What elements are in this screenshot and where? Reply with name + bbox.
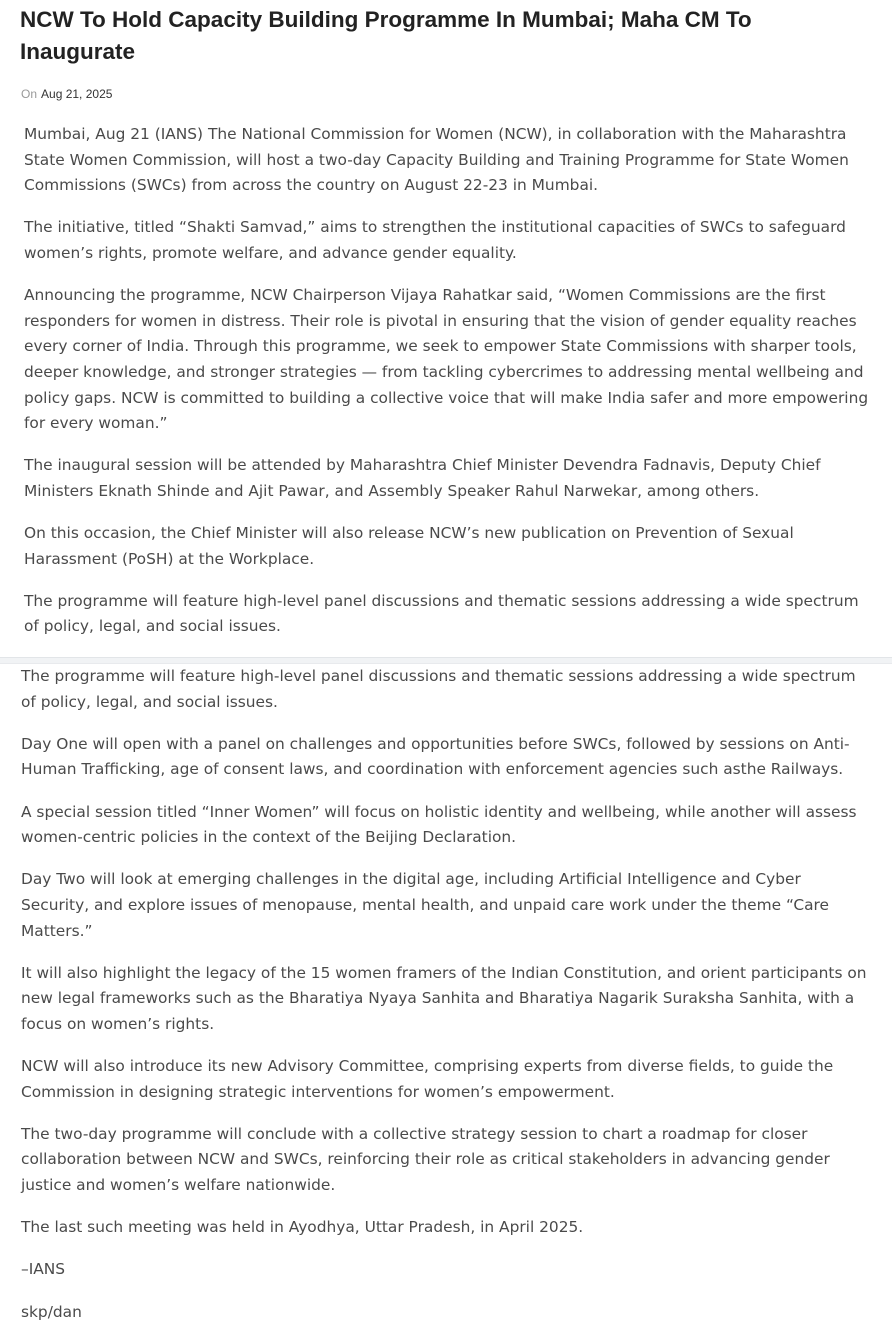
body-paragraph: Mumbai, Aug 21 (IANS) The National Commission for Women (NCW), in collaboration with the Maharashtra State Women Commission, will host a two-day Capacity Building and Training Programme for State Women Commissions (SWCs) from across the country on August 22-23 in Mumbai. [24, 125, 849, 195]
article-meta [21, 86, 112, 102]
body-paragraph: The initiative, titled “Shakti Samvad,” aims to strengthen the institutional capacities of SWCs to safeguard women’s rights, promote welfare, and advance gender equality. [24, 218, 846, 262]
body-paragraph: The programme will feature high-level panel discussions and thematic sessions addressing a wide spectrum of policy, legal, and social issues. [21, 667, 856, 711]
publish-date[interactable]: Aug 21, 2025 [41, 87, 113, 101]
body-paragraph: Announcing the programme, NCW Chairperson Vijaya Rahatkar said, “Women Commissions are the first responders for women in distress. Their role is pivotal in ensuring that the vision of gender equality reaches every corner of India. Through this programme, we seek to empower State Commissions with sharper tools, deeper knowledge, and stronger strategies — from tackling cybercrimes to addressing mental wellbeing and policy gaps. NCW is committed to building a collective voice that will make India safer and more empowering for every woman.” [24, 286, 869, 433]
body-paragraph: Day One will open with a panel on challenges and opportunities before SWCs, followed by sessions on Anti-Human Trafficking, age of consent laws, and coordination with enforcement agencies such asthe Railways. [21, 734, 850, 779]
article-title: NCW To Hold Capacity Building Programme In Mumbai; Maha CM To Inaugurate [20, 7, 752, 64]
byline-agency: –IANS [21, 1260, 66, 1279]
body-paragraph: The two-day programme will conclude with a collective strategy session to chart a roadmap for closer collaboration between NCW and SWCs, reinforcing their role as critical stakeholders in advancing gender justice and women’s welfare nationwide. [21, 1124, 830, 1195]
section-divider [0, 657, 892, 664]
body-paragraph: A special session titled “Inner Women” will focus on holistic identity and wellbeing, while another will assess women-centric policies in the context of the Beijing Declaration. [21, 802, 857, 847]
body-paragraph: The inaugural session will be attended by Maharashtra Chief Minister Devendra Fadnavis, Deputy Chief Ministers Eknath Shinde and Ajit Pawar, and Assembly Speaker Rahul Narwekar, among others. [24, 456, 821, 500]
editor-initials: skp/dan [21, 1302, 82, 1321]
body-paragraph: The programme will feature high-level panel discussions and thematic sessions addressing a wide spectrum of policy, legal, and social issues. [24, 591, 859, 636]
body-paragraph: Day Two will look at emerging challenges in the digital age, including Artificial Intelligence and Cyber Security, and explore issues of menopause, mental health, and unpaid care work under the theme “Care Matters.” [21, 870, 829, 940]
article-body-lower [0, 664, 892, 1324]
article-body-upper [0, 115, 892, 658]
body-paragraph: The last such meeting was held in Ayodhya, Uttar Pradesh, in April 2025. [21, 1218, 584, 1237]
body-paragraph: NCW will also introduce its new Advisory Committee, comprising experts from diverse fields, to guide the Commission in designing strategic interventions for women’s empowerment. [21, 1057, 834, 1101]
body-paragraph: On this occasion, the Chief Minister will also release NCW’s new publication on Prevention of Sexual Harassment (PoSH) at the Workplace. [24, 524, 794, 568]
meta-on-label: On [21, 87, 38, 101]
body-paragraph: It will also highlight the legacy of the 15 women framers of the Indian Constitution, and orient participants on new legal frameworks such as the Bharatiya Nyaya Sanhita and Bharatiya Nagarik Suraksha Sanhita, with a focus on women’s rights. [21, 963, 867, 1033]
